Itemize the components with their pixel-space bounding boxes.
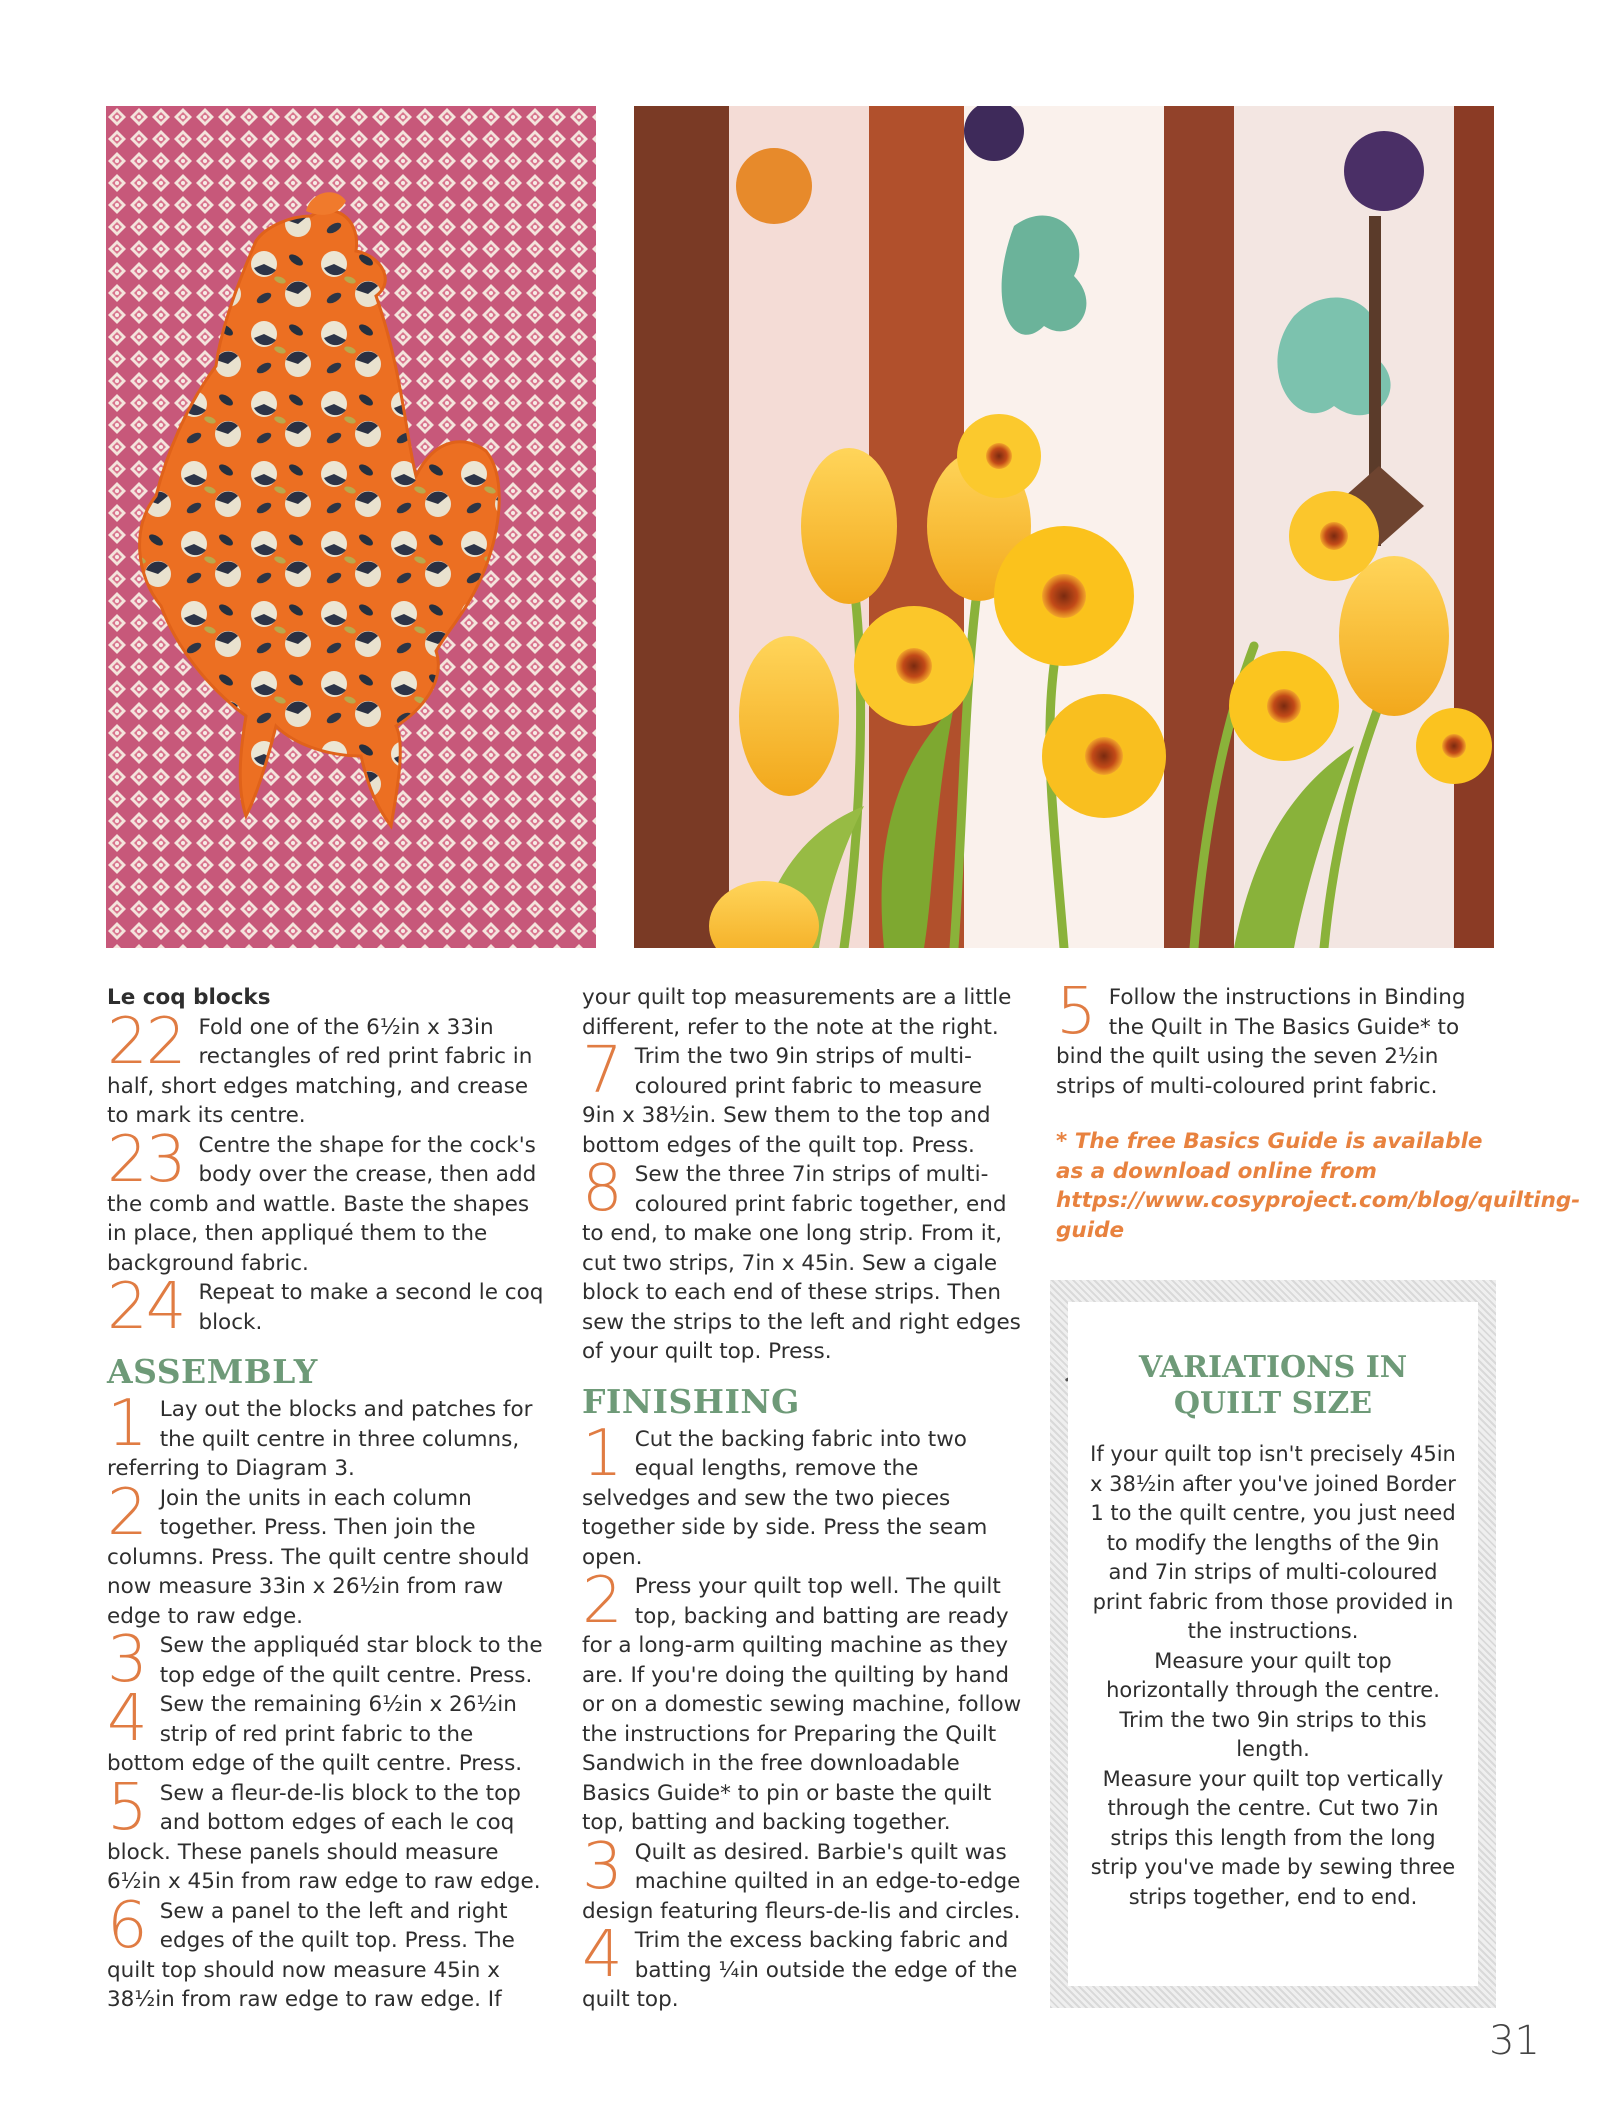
step-number: 4	[107, 1682, 146, 1756]
step-number: 3	[107, 1623, 146, 1697]
step-text: Join the units in each column together. Press. Then join the columns. Press. The quilt centre should now measure 33in x 26½in from raw edge to raw edge.	[107, 1485, 530, 1629]
finishing-heading: FINISHING	[582, 1381, 800, 1421]
step-text: Repeat to make a second le coq block.	[198, 1280, 544, 1335]
finishing-step-3	[582, 1829, 1022, 1927]
step-number: 8	[582, 1152, 621, 1226]
step-text: Cut the backing fabric into two equal lengths, remove the selvedges and sew the two pieces together side by side. Press the seam open.	[582, 1426, 988, 1570]
step-text: Sew the remaining 6½in x 26½in strip of red print fabric to the bottom edge of the quilt centre. Press.	[107, 1692, 523, 1776]
variations-paragraph: Measure your quilt top vertically through the centre. Cut two 7in strips this length from the long strip you've made by sewing three strips together, end to end.	[1090, 1766, 1456, 1909]
assembly-step-4	[107, 1682, 547, 1779]
continued-text: your quilt top measurements are a little different, refer to the note at the right.	[582, 985, 1012, 1040]
step-text: Sew the three 7in strips of multi-coloured print fabric together, end to end, to make one long strip. From it, cut two strips, 7in x 45in. Sew a cigale block to each end of these strips. Then sew the strips to the left and right edges of your quilt top. Press.	[582, 1162, 1021, 1364]
assembly-heading: ASSEMBLY	[107, 1352, 318, 1391]
step-text: Fold one of the 6½in x 33in rectangles of red print fabric in half, short edges matching, and crease to mark its centre.	[107, 1014, 533, 1128]
step-text: Press your quilt top well. The quilt top, backing and batting are ready for a long-arm quilting machine as they are. If you're doing the quilting by hand or on a domestic sewing machine, follow the instructions for Preparing the Quilt Sandwich in the free downloadable Basics Guide* to pin or baste the quilt top, batting and backing together.	[582, 1574, 1022, 1835]
assembly-step-1	[107, 1387, 547, 1484]
text-column-2	[582, 983, 1022, 2015]
tulips-quilt-photo	[634, 106, 1494, 948]
variations-card	[1068, 1302, 1478, 1986]
step-number: 23	[107, 1122, 185, 1197]
text-column-3	[1056, 975, 1581, 1267]
step-text: Sew the appliquéd star block to the top edge of the quilt centre. Press.	[159, 1633, 543, 1688]
assembly-step-2	[107, 1475, 547, 1632]
step-number: 22	[107, 1004, 185, 1079]
step-text: Lay out the blocks and patches for the quilt centre in three columns, referring to Diagram 3.	[107, 1397, 533, 1481]
assembly-step-5	[107, 1770, 547, 1897]
le-coq-steps	[107, 1004, 547, 1344]
assembly-step-7	[582, 1034, 1022, 1160]
step-23	[107, 1122, 547, 1279]
basics-guide-note: * The free Basics Guide is available as a download online from https://www.cosyproject.com/blog/quilting-guide	[1056, 1129, 1581, 1243]
step-22	[107, 1004, 547, 1131]
step-24	[107, 1270, 547, 1344]
step-number: 7	[582, 1034, 621, 1108]
variations-paragraph: Measure your quilt top horizontally through the centre. Trim the two 9in strips to this length.	[1106, 1648, 1440, 1761]
step-number: 6	[107, 1888, 146, 1963]
le-coq-blocks-subtitle: Le coq blocks	[107, 985, 271, 1010]
variations-title: VARIATIONS IN QUILT SIZE	[1138, 1350, 1408, 1421]
step-number: 1	[582, 1416, 621, 1491]
assembly-step-6	[107, 1888, 547, 2015]
finishing-step-5	[1056, 975, 1496, 1101]
step-number: 1	[107, 1387, 146, 1461]
step-text: Sew a fleur-de-lis block to the top and bottom edges of each le coq block. These panels should measure 6½in x 45in from raw edge to raw edge.	[107, 1780, 541, 1894]
assembly-step-8	[582, 1152, 1022, 1367]
step-number: 2	[582, 1564, 621, 1638]
variations-paragraph: If your quilt top isn't precisely 45in x 38½in after you've joined Border 1 to the quilt centre, you just need to modify the lengths of the 9in and 7in strips of multi-coloured print fabric from those provided in the instructions.	[1090, 1442, 1456, 1643]
step-text: Trim the excess backing fabric and batting ¼in outside the edge of the quilt top.	[582, 1928, 1018, 2012]
finishing-step-2	[582, 1564, 1022, 1838]
finishing-step-4	[582, 1918, 1022, 2015]
assembly-step-3	[107, 1623, 547, 1697]
text-column-1	[107, 983, 547, 2015]
step-text: Centre the shape for the cock's body over the crease, then add the comb and wattle. Baste the shapes in place, then appliqué them to the background fabric.	[107, 1132, 537, 1276]
step-number: 3	[582, 1829, 621, 1904]
step-text: Trim the two 9in strips of multi-coloured print fabric to measure 9in x 38½in. Sew them to the top and bottom edges of the quilt top. Press.	[582, 1044, 991, 1158]
step-number: 2	[107, 1475, 146, 1550]
step-number: 5	[107, 1770, 146, 1845]
step-number: 5	[1056, 975, 1095, 1049]
step-text: Follow the instructions in Binding the Quilt in The Basics Guide* to bind the quilt using the seven 2½in strips of multi-coloured print fabric.	[1056, 985, 1466, 1099]
rooster-applique-photo	[106, 106, 596, 948]
step-number: 24	[107, 1270, 185, 1344]
variations-box	[1050, 1280, 1496, 2008]
step-text: Sew a panel to the left and right edges of the quilt top. Press. The quilt top should now measure 45in x 38½in from raw edge to raw edge. If	[107, 1898, 515, 2012]
assembly-steps	[107, 1387, 547, 2015]
step-number: 4	[582, 1918, 621, 1992]
page-number: 31	[1489, 2018, 1540, 2064]
finishing-step-1	[582, 1416, 1022, 1573]
step-text: Quilt as desired. Barbie's quilt was machine quilted in an edge-to-edge design featuring fleurs-de-lis and circles.	[582, 1839, 1021, 1924]
